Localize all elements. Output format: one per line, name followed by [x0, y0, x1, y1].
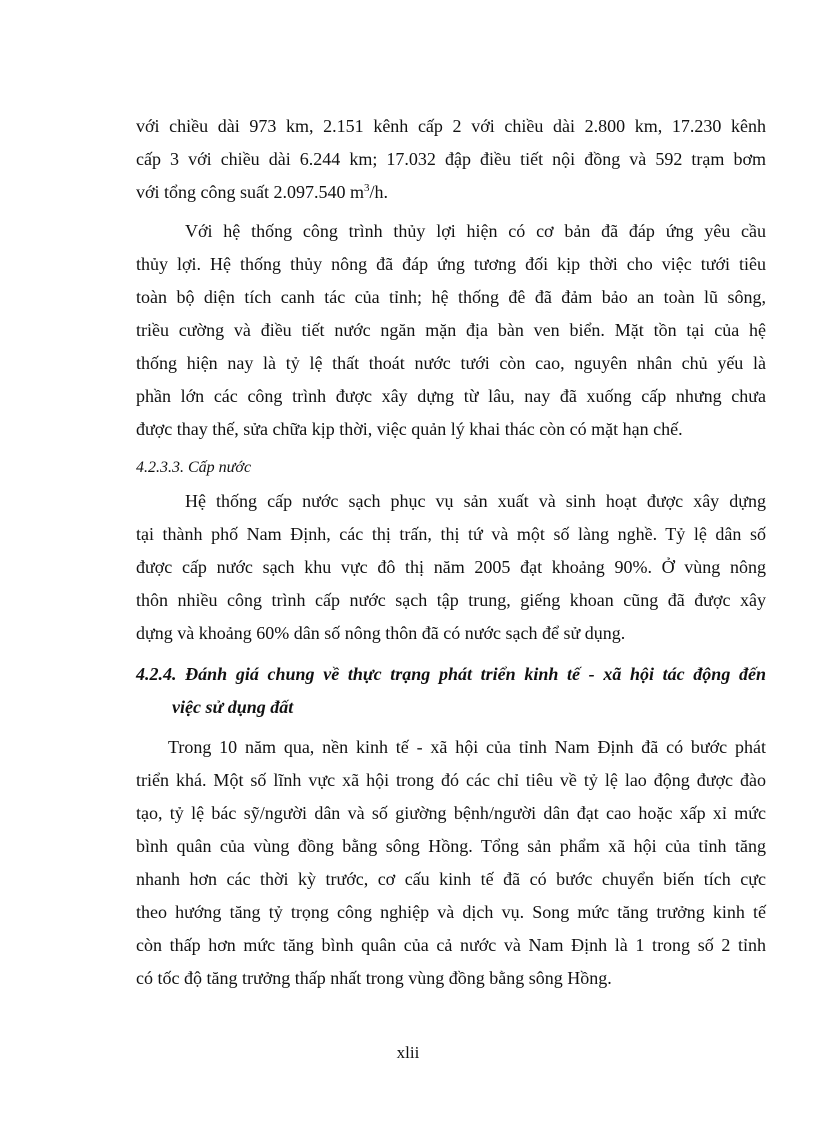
text-line: thủy lợi. Hệ thống thủy nông đã đáp ứng tương đối kịp thời cho việc tưới tiêu	[136, 254, 766, 274]
text-line: với chiều dài 973 km, 2.151 kênh cấp 2 với chiều dài 2.800 km, 17.230 kênh	[136, 116, 766, 136]
text-line: bình quân của vùng đồng bằng sông Hồng. Tổng sản phẩm xã hội của tỉnh tăng	[136, 836, 766, 856]
text-line: Với hệ thống công trình thủy lợi hiện có cơ bản đã đáp ứng yêu cầu	[185, 221, 766, 241]
text-line: có tốc độ tăng trưởng thấp nhất trong vùng đồng bằng sông Hồng.	[136, 968, 612, 988]
text-line: dựng và khoảng 60% dân số nông thôn đã có nước sạch để sử dụng.	[136, 623, 626, 643]
text-line: phần lớn các công trình được xây dựng từ lâu, nay đã xuống cấp nhưng chưa	[136, 386, 766, 406]
text-fragment: /h.	[369, 182, 389, 202]
text-line: được cấp nước sạch khu vực đô thị năm 2005 đạt khoảng 90%. Ở vùng nông	[136, 557, 766, 577]
subsection-title: 4.2.3.3. Cấp nước	[136, 459, 252, 476]
section-title: 4.2.4. Đánh giá chung về thực trạng phát triển kinh tế - xã hội tác động đến	[136, 664, 766, 684]
section-title-continued: việc sử dụng đất	[172, 697, 294, 717]
text-line: Trong 10 năm qua, nền kinh tế - xã hội của tỉnh Nam Định đã có bước phát	[168, 737, 766, 757]
text-line: cấp 3 với chiều dài 6.244 km; 17.032 đập điều tiết nội đồng và 592 trạm bơm	[136, 149, 766, 169]
text-line: thống hiện nay là tỷ lệ thất thoát nước tưới còn cao, nguyên nhân chủ yếu là	[136, 353, 766, 373]
text-line: toàn bộ diện tích canh tác của tỉnh; hệ thống đê đã đảm bảo an toàn lũ sông,	[136, 287, 766, 307]
page-number: xlii	[396, 1043, 420, 1062]
text-fragment: với tổng công suất 2.097.540 m	[136, 182, 365, 202]
text-line: Hệ thống cấp nước sạch phục vụ sản xuất và sinh hoạt được xây dựng	[185, 491, 766, 511]
text-line: nhanh hơn các thời kỳ trước, cơ cấu kinh tế đã có bước chuyển biến tích cực	[136, 869, 766, 889]
text-line: còn thấp hơn mức tăng bình quân của cả nước và Nam Định là 1 trong số 2 tỉnh	[136, 935, 766, 955]
text-line: tại thành phố Nam Định, các thị trấn, thị tứ và một số làng nghề. Tỷ lệ dân số	[136, 524, 766, 544]
text-line: theo hướng tăng tỷ trọng công nghiệp và dịch vụ. Song mức tăng trưởng kinh tế	[136, 902, 766, 922]
text-line: thôn nhiều công trình cấp nước sạch tập trung, giếng khoan cũng đã được xây	[136, 590, 766, 610]
text-line: được thay thế, sửa chữa kịp thời, việc quản lý khai thác còn có mặt hạn chế.	[136, 419, 683, 439]
text-line: triều cường và điều tiết nước ngăn mặn địa bàn ven biển. Mặt tồn tại của hệ	[136, 320, 766, 340]
superscript: 3	[364, 182, 370, 194]
text-line: tạo, tỷ lệ bác sỹ/người dân và số giường bệnh/người dân đạt cao hoặc xấp xỉ mức	[136, 803, 766, 823]
text-line	[136, 180, 766, 204]
text-line: triển khá. Một số lĩnh vực xã hội trong đó các chỉ tiêu về tỷ lệ lao động được đào	[136, 770, 766, 790]
